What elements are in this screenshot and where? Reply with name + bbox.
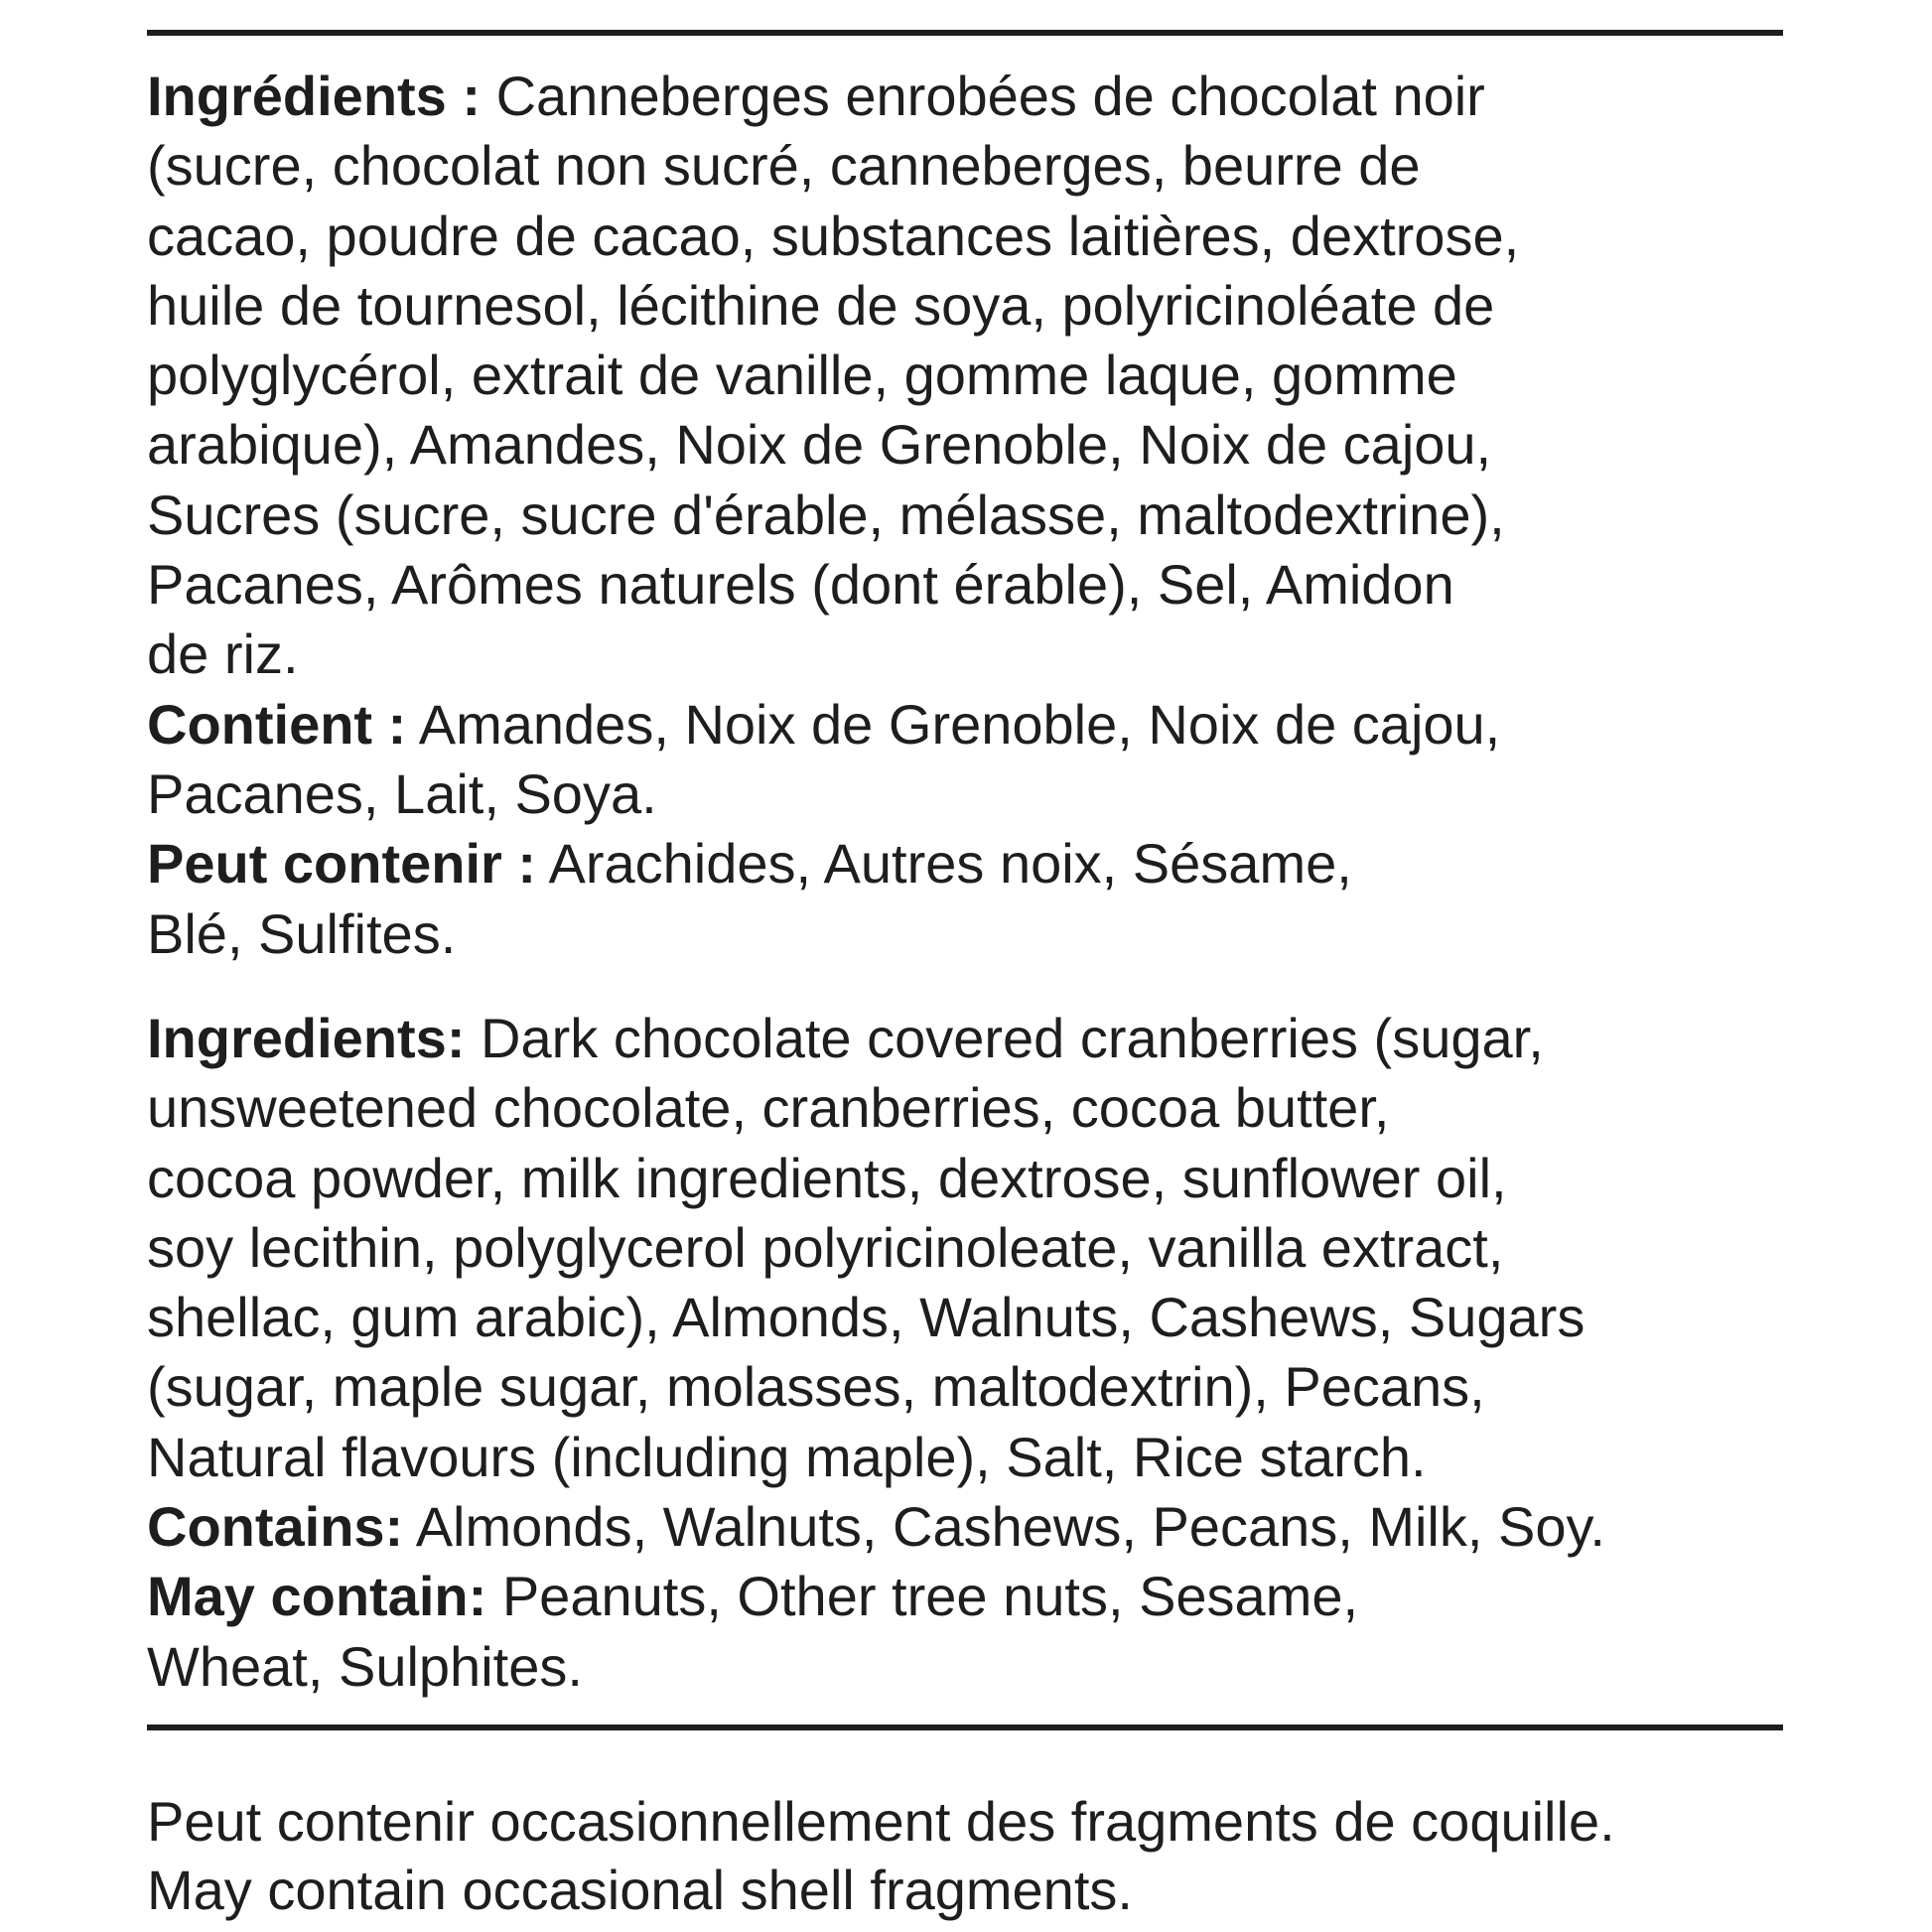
french-may-contain-text: Arachides, Autres noix, Sésame, Blé, Sulfites. — [147, 832, 1352, 965]
french-ingredients-text: Canneberges enrobées de chocolat noir (sucre, chocolat non sucré, canneberges, beurre de cacao, poudre de cacao, substances laitières, dextrose, huile de tournesol, lécithine de soya, polyricinoléate de polyglycérol, extrait de vanille, gomme laque, gomme arabique), Amandes, Noix de Grenoble, Noix de cajou, Sucres (sucre, sucre d'érable, mélasse, maltodextrine), Pacanes, Arômes naturels (dont érable), Sel, Amidon de riz. — [147, 65, 1520, 686]
english-contains-text: Almonds, Walnuts, Cashews, Pecans, Milk, Soy. — [403, 1495, 1605, 1559]
shell-note-french: Peut contenir occasionnellement des fragments de coquille. — [147, 1790, 1615, 1853]
bottom-divider — [147, 1725, 1783, 1730]
english-ingredients-label: Ingredients: — [147, 1007, 466, 1069]
french-ingredients-label: Ingrédients : — [147, 65, 482, 127]
top-divider — [147, 30, 1783, 36]
english-contains-label: Contains: — [147, 1495, 404, 1559]
english-ingredients-block — [147, 1004, 1795, 1702]
french-contains-text: Amandes, Noix de Grenoble, Noix de cajou, Pacanes, Lait, Soya. — [147, 692, 1501, 825]
english-ingredients-text: Dark chocolate covered cranberries (sugar, unsweetened chocolate, cranberries, cocoa butter, cocoa powder, milk ingredients, dextrose, sunflower oil, soy lecithin, polyglycerol polyricinoleate, vanilla extract, shellac, gum arabic), Almonds, Walnuts, Cashews, Sugars (sugar, maple sugar, molasses, maltodextrin), Pecans, Natural flavours (including maple), Salt, Rice starch. — [147, 1007, 1586, 1488]
shell-note-english: May contain occasional shell fragments. — [147, 1859, 1133, 1921]
shell-fragment-note — [147, 1787, 1795, 1924]
french-ingredients-block — [147, 62, 1795, 969]
french-may-contain-label: Peut contenir : — [147, 832, 537, 896]
english-may-contain-text: Peanuts, Other tree nuts, Sesame, Wheat, Sulphites. — [147, 1565, 1359, 1698]
english-may-contain-label: May contain: — [147, 1565, 487, 1628]
french-contains-label: Contient : — [147, 692, 407, 756]
